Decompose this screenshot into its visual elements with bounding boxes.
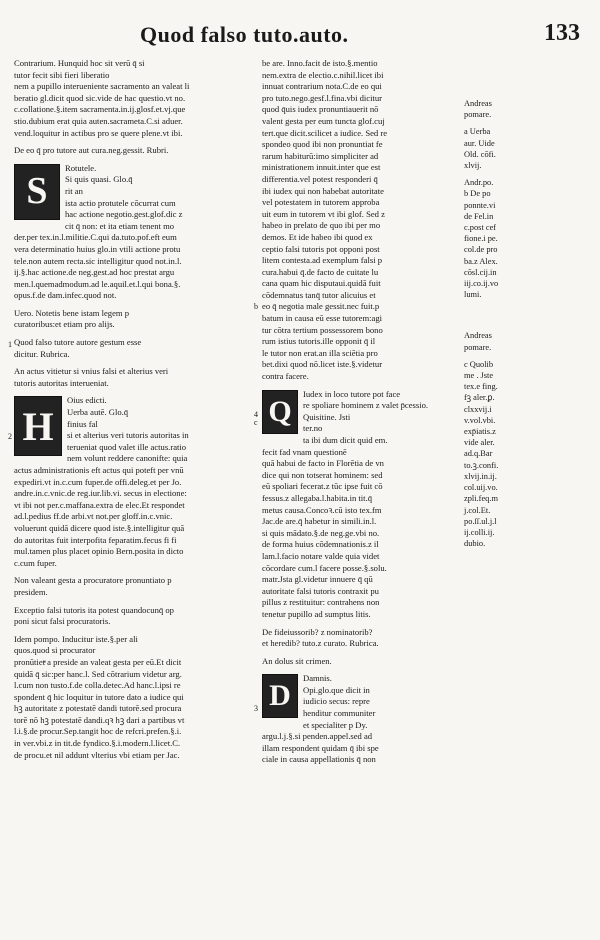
text-line: tele.non autem recta.sic intelligitur quod not.in.l.	[14, 255, 182, 266]
text-line: ibi iudex qui non habebat autoritate	[262, 185, 384, 196]
text-line: litem contesta.ad exemplum falsi p	[262, 255, 383, 266]
text-line: tutor fecit sibi fieri liberatio	[14, 69, 110, 80]
margin-note-line: Old. cōfi.	[464, 149, 496, 159]
text-line: innuat contrarium nota.C.de eo qui	[262, 81, 382, 92]
text-line: Idem pompo. Inducitur iste.§.per ali	[14, 633, 138, 644]
signature-mark: c	[254, 418, 258, 427]
text-block	[262, 627, 462, 650]
margin-note-line: pomare.	[464, 342, 492, 352]
text-block	[262, 673, 462, 766]
text-line: do autoritas fuit interpofita feparatim.fecus fi fi	[14, 534, 177, 545]
text-line: tert.que dicit.scilicet a iudice. Sed re	[262, 127, 388, 138]
margin-note-line: fione.i pe.	[464, 234, 498, 244]
text-line: valent gesta per eum tuncta glof.cuj	[262, 115, 385, 126]
margin-note-line: dubio.	[464, 539, 486, 549]
text-line: De eo q̄ pro tutore aut cura.neg.gessit. Rubri.	[14, 145, 169, 156]
text-line: rarum habiturū:imo simpliciter ad	[262, 150, 379, 161]
text-line: si et alterius veri tutoris autoritas in	[67, 430, 189, 441]
text-line: hac actione negotio.gest.glof.dic z	[65, 209, 183, 220]
text-line: voluerunt quidā dicere quod iste.§.intelligitur quā	[14, 522, 185, 533]
text-line: spondent q̄ hic loquitur in tutore dato a iudice qui	[14, 691, 184, 702]
margin-note-line: Andreas	[464, 99, 492, 108]
text-block	[14, 605, 260, 628]
margin-note	[464, 126, 594, 171]
text-line: Rotutele.	[65, 162, 97, 173]
text-line: differentia.vel potest responderi q̄	[262, 173, 378, 184]
text-line: hꝫ autoritate z potestatē dandi tutorē.sed procura	[14, 703, 182, 714]
margin-note-line: xlvij.	[464, 161, 482, 171]
margin-note-line: col.de pro	[464, 245, 498, 255]
text-line: de procu.et nil addunt vlterius vbi etiam per Jac.	[14, 749, 180, 760]
text-line: l.i.§.de procur.Sep.tangit hoc de refcri.prefen.§.i.	[14, 726, 182, 737]
text-block	[14, 634, 260, 762]
text-line: ta ibi dum dicit quid em.	[303, 435, 388, 445]
text-line: Damnis.	[303, 673, 332, 684]
text-line: Oius edicti.	[67, 395, 107, 406]
text-line: actus administrationis eft actus qui poteft per vnū	[14, 465, 184, 475]
text-line: poni sicut falsi procuratoris.	[14, 616, 111, 627]
margin-note-line: aur. Uide	[464, 138, 495, 148]
margin-note-line: cōsl.cij.in	[464, 267, 497, 277]
text-line: ciale in causa appellationis q̄ non	[262, 754, 376, 765]
text-block	[14, 308, 260, 331]
marginal-notes	[464, 58, 594, 549]
margin-note-line: zpli.feq.m	[464, 494, 498, 504]
text-line: ij.§.hac actione.de neg.gest.ad hoc prestat argu	[14, 267, 175, 278]
signature-mark: 3	[254, 704, 258, 713]
text-line: der.per tex.in.l.militie.C.qui da.tuto.pof.eft eum	[14, 232, 177, 243]
text-line: Quod falso tutore autore gestum esse	[14, 337, 142, 348]
text-line: Si quis quasi. Glo.q̄	[65, 174, 133, 185]
text-line: tenetur pupillo ad sumptus litis.	[262, 608, 371, 619]
margin-note-line: ad.q.Bar	[464, 449, 493, 459]
text-line: Uero. Notetis bene istam legem p	[14, 307, 130, 318]
text-line: de forma huius cōdemnationis.z il	[262, 539, 379, 550]
text-line: c.collatione.§.item sacramenta.in.ij.glosf.et.vj.que	[14, 104, 186, 115]
text-line: Non valeant gesta a procuratore pronuntiato p	[14, 575, 172, 586]
decorated-initial-icon: D	[262, 674, 298, 718]
text-line: ter.no	[303, 423, 323, 434]
text-line: dicitur. Rubrica.	[14, 348, 70, 359]
text-line: bet.dixi quod nō.licet iste.§.videtur	[262, 359, 383, 370]
margin-note-line: xlvij.in.ij.	[464, 471, 497, 481]
margin-note-line: a Uerba	[464, 127, 491, 137]
margin-note-line: v.vol.vbi.	[464, 415, 496, 425]
margin-note-line: po.ſſ.ul.j.l	[464, 516, 497, 526]
margin-note-line: me . Jste	[464, 371, 494, 381]
margin-note-line: fꝫ aler.ꝑ.	[464, 393, 495, 403]
text-line: nem volunt reddere canonifte: quia	[67, 453, 188, 464]
text-line: Contrarium. Hunquid hoc sit verū q̄ si	[14, 58, 145, 68]
running-title: Quod falso tuto.auto.	[140, 22, 349, 47]
text-line: De fideiussorib? z nominatorib?	[262, 626, 373, 637]
text-line: An dolus sit crimen.	[262, 655, 332, 666]
text-line: Uerba autē. Glo.q̄	[67, 407, 129, 418]
text-line: An actus vitietur si vnius falsi et alterius veri	[14, 366, 169, 377]
text-line: quod q̄uis iudex pronuntiauerit nō	[262, 104, 379, 115]
text-line: opus.f.de dam.infec.quod not.	[14, 290, 117, 301]
text-line: iudicio secus: repre	[303, 696, 370, 707]
text-line: fecit fad vnam questionē	[262, 446, 347, 457]
signature-mark: b	[254, 302, 258, 311]
decorated-initial-icon: Q	[262, 390, 298, 434]
text-line: fessus.z allegaba.l.habita.in tit.q̄	[262, 492, 373, 503]
text-block	[262, 656, 462, 668]
margin-note-line: Andr.po.	[464, 178, 494, 188]
text-line: mul.tamen plus placet opinio Bern.posita in dicto	[14, 546, 184, 557]
text-line: men.l.quemadmodum.ad le.aquil.et.l.qui bona.§.	[14, 278, 181, 289]
text-line: nem.extra de electio.c.nihil.licet ibi	[262, 69, 384, 80]
text-line: be are. Inno.facit de isto.§.mentio	[262, 58, 378, 68]
margin-note-line: de Fel.in	[464, 211, 494, 221]
text-line: matr.Jsta gl.videtur innuere q̄ qū	[262, 574, 373, 585]
text-line: in ver.vbi.z in tit.de fyndico.§.i.modern.l.licet.C.	[14, 738, 181, 749]
text-line: Exceptio falsi tutoris ita potest quandocunq̄ op	[14, 604, 174, 615]
margin-note-line: iij.co.ij.vo	[464, 279, 499, 289]
left-column	[14, 58, 260, 767]
margin-note-line: clxxvij.i	[464, 404, 492, 414]
margin-note	[464, 330, 594, 352]
margin-note-line: Andreas	[464, 331, 492, 341]
text-line: spondeo quod ibi non pronuntiat fe	[262, 139, 383, 150]
text-line: henditur communiter	[303, 708, 376, 719]
text-block	[14, 337, 260, 360]
text-line: ista actio protutele cōcurrat cum	[65, 197, 176, 208]
text-line: tutoris autoritas interueniat.	[14, 377, 109, 388]
text-line: eo q̄ negotia male gessit.nec fuit.p	[262, 301, 380, 312]
text-line: cōcordare cum.l facere posse.§.solu.	[262, 562, 387, 573]
text-line: nem a pupillo interueniente sacramento an valeat li	[14, 81, 190, 92]
text-line: illam respondent quidam q̄ ibi spe	[262, 742, 379, 753]
text-line: Opi.glo.que dicit in	[303, 684, 370, 695]
text-line: le tutor non erat.an illa sciētia pro	[262, 347, 378, 358]
text-line: beratio gl.dicit quod sic.vide de hac questio.vt no.	[14, 92, 186, 103]
text-line: et heredib? tuto.z curato. Rubrica.	[262, 638, 379, 649]
text-line: c.cum fuper.	[14, 557, 57, 568]
text-line: uit eum in tutorem vt ibi glof. Sed z	[262, 208, 385, 219]
text-line: stio.dubium erat quia auten.sacrameta.C.si aduer.	[14, 115, 183, 126]
signature-mark: 4	[254, 410, 258, 419]
text-block	[262, 389, 462, 621]
text-line: lam.l.facio notare valde quia videt	[262, 550, 380, 561]
margin-note	[464, 359, 594, 549]
text-line: vend.loquitur in actibus pro se quere plene.vt ibi.	[14, 127, 183, 138]
text-line: pro tuto.nego.gesf.l.fina.vbi dicitur	[262, 92, 383, 103]
text-line: pronūtietͤ a preside an valeat gesta per eū.Et dicit	[14, 656, 182, 667]
margin-note-line: exp̄iatis.z	[464, 427, 496, 437]
margin-note-line: to.ꝫ.confi.	[464, 460, 499, 470]
text-line: et specialiter p Dy.	[303, 719, 368, 730]
text-line: curatoribus:et etiam pro alijs.	[14, 319, 115, 330]
margin-note-line: ponnte.vi	[464, 200, 496, 210]
text-line: tur cōtra tertium possessorem bono	[262, 324, 383, 335]
text-line: contra facere.	[262, 371, 309, 382]
text-block	[14, 145, 260, 157]
text-line: Quisitine. Jsti	[303, 411, 351, 422]
text-line: pillus z restituitur: contrahens non	[262, 597, 380, 608]
text-block	[14, 575, 260, 598]
text-line: terueniat quod valet ille actus.ratio	[67, 441, 187, 452]
text-line: Jac.de are.q̄ habetur in simili.in.l.	[262, 516, 377, 527]
text-block	[14, 395, 260, 569]
text-line: metus causa.Concoꝛ.cū isto tex.fm	[262, 504, 382, 515]
text-line: finius fal	[67, 418, 98, 429]
text-line: habeo in prelato de quo ibi per mo	[262, 220, 381, 231]
text-line: re spoliare hominem z valet p̄cessio.	[303, 400, 429, 411]
decorated-initial-icon: S	[14, 164, 60, 220]
text-line: vera determinatio huius glo.in vtili actione protu	[14, 243, 181, 254]
signature-mark: 1	[8, 340, 12, 349]
folio-number: 133	[544, 20, 580, 46]
decorated-initial-icon: H	[14, 396, 62, 456]
text-line: cit q̄ non: et ita etiam tenent mo	[65, 220, 175, 231]
margin-note-line: lumi.	[464, 290, 482, 300]
text-line: Iudex in loco tutore pot face	[303, 388, 401, 399]
text-line: ad.l.pedius ff.de arbi.vt not.per gloff.in.c.vnic.	[14, 511, 173, 522]
right-column	[262, 58, 462, 772]
text-line: eū spoliari fecerat.z tūc ipse fuit cō	[262, 481, 383, 492]
text-line: andre.in.c.vnic.de reg.iur.lib.vi. secus in electione:	[14, 488, 187, 499]
margin-note-line: vide aler.	[464, 438, 495, 448]
text-line: rum istius tutoris.ille opponit q̄ il	[262, 336, 376, 347]
text-line: argu.l.j.§.si penden.appel.sed ad	[262, 731, 373, 742]
text-line: cura.habui q̄.de facto de cuitate lu	[262, 266, 379, 277]
margin-note	[464, 98, 594, 120]
margin-note-line: ij.colli.ij.	[464, 527, 495, 537]
text-line: presidem.	[14, 586, 48, 597]
text-line: quā habui de facto in Florētia de vn	[262, 458, 384, 469]
text-block	[14, 163, 260, 302]
text-line: vel potestatem in tutorem approba	[262, 197, 380, 208]
page-header	[140, 22, 580, 54]
margin-note-line: c Quolib	[464, 359, 494, 369]
margin-note-line: j.col.Et.	[464, 505, 491, 515]
text-line: dice qui non totserat hominem: sed	[262, 469, 383, 480]
text-block	[262, 58, 462, 383]
text-line: cōdemnatus tanq̄ tutor alicuius et	[262, 289, 376, 300]
text-block	[14, 366, 260, 389]
margin-note-line: c.post cef	[464, 223, 497, 233]
margin-note-line: col.uij.vo.	[464, 483, 498, 493]
margin-note-line: ba.z Alex.	[464, 256, 498, 266]
text-line: rit an	[65, 185, 83, 196]
text-line: ministrationem innuit.inter que est	[262, 162, 381, 173]
margin-note	[464, 177, 594, 300]
signature-mark: 2	[8, 432, 12, 441]
text-block	[14, 58, 260, 139]
text-line: quidā q̄ sic:per hanc.l. Sed cōtrarium videtur arg.	[14, 668, 182, 679]
margin-note-line: pomare.	[464, 110, 492, 120]
text-line: batum in causa eū esse tutorem:agi	[262, 313, 383, 324]
margin-note-line: tex.e fing.	[464, 382, 498, 392]
text-line: l.cum non tusto.f.de colla.detec.Ad hanc.l.ipsi re	[14, 680, 181, 691]
text-line: cana quam hic disputaui.quidā fuit	[262, 278, 381, 289]
text-line: quos.quod si procurator	[14, 645, 96, 656]
margin-note-line: b De po	[464, 189, 491, 199]
text-line: autoritate falsi tutoris contraxit pu	[262, 585, 379, 596]
text-line: ceptio falsi tutoris pot opponi post	[262, 243, 380, 254]
text-line: demos. Et ide habeo ibi quod ex	[262, 231, 373, 242]
text-line: vt ibi not per.c.maffana.extra de elec.Et respondet	[14, 499, 185, 510]
text-line: torē nō hꝫ potestatē dandi.qꝛ hꝫ dari a partibus vt	[14, 714, 185, 725]
text-line: si quis mādato.§.de neg.ge.vbi no.	[262, 527, 380, 538]
text-line: expediri.vt in.c.cum fuper.de offi.deleg.et per Jo.	[14, 476, 182, 487]
